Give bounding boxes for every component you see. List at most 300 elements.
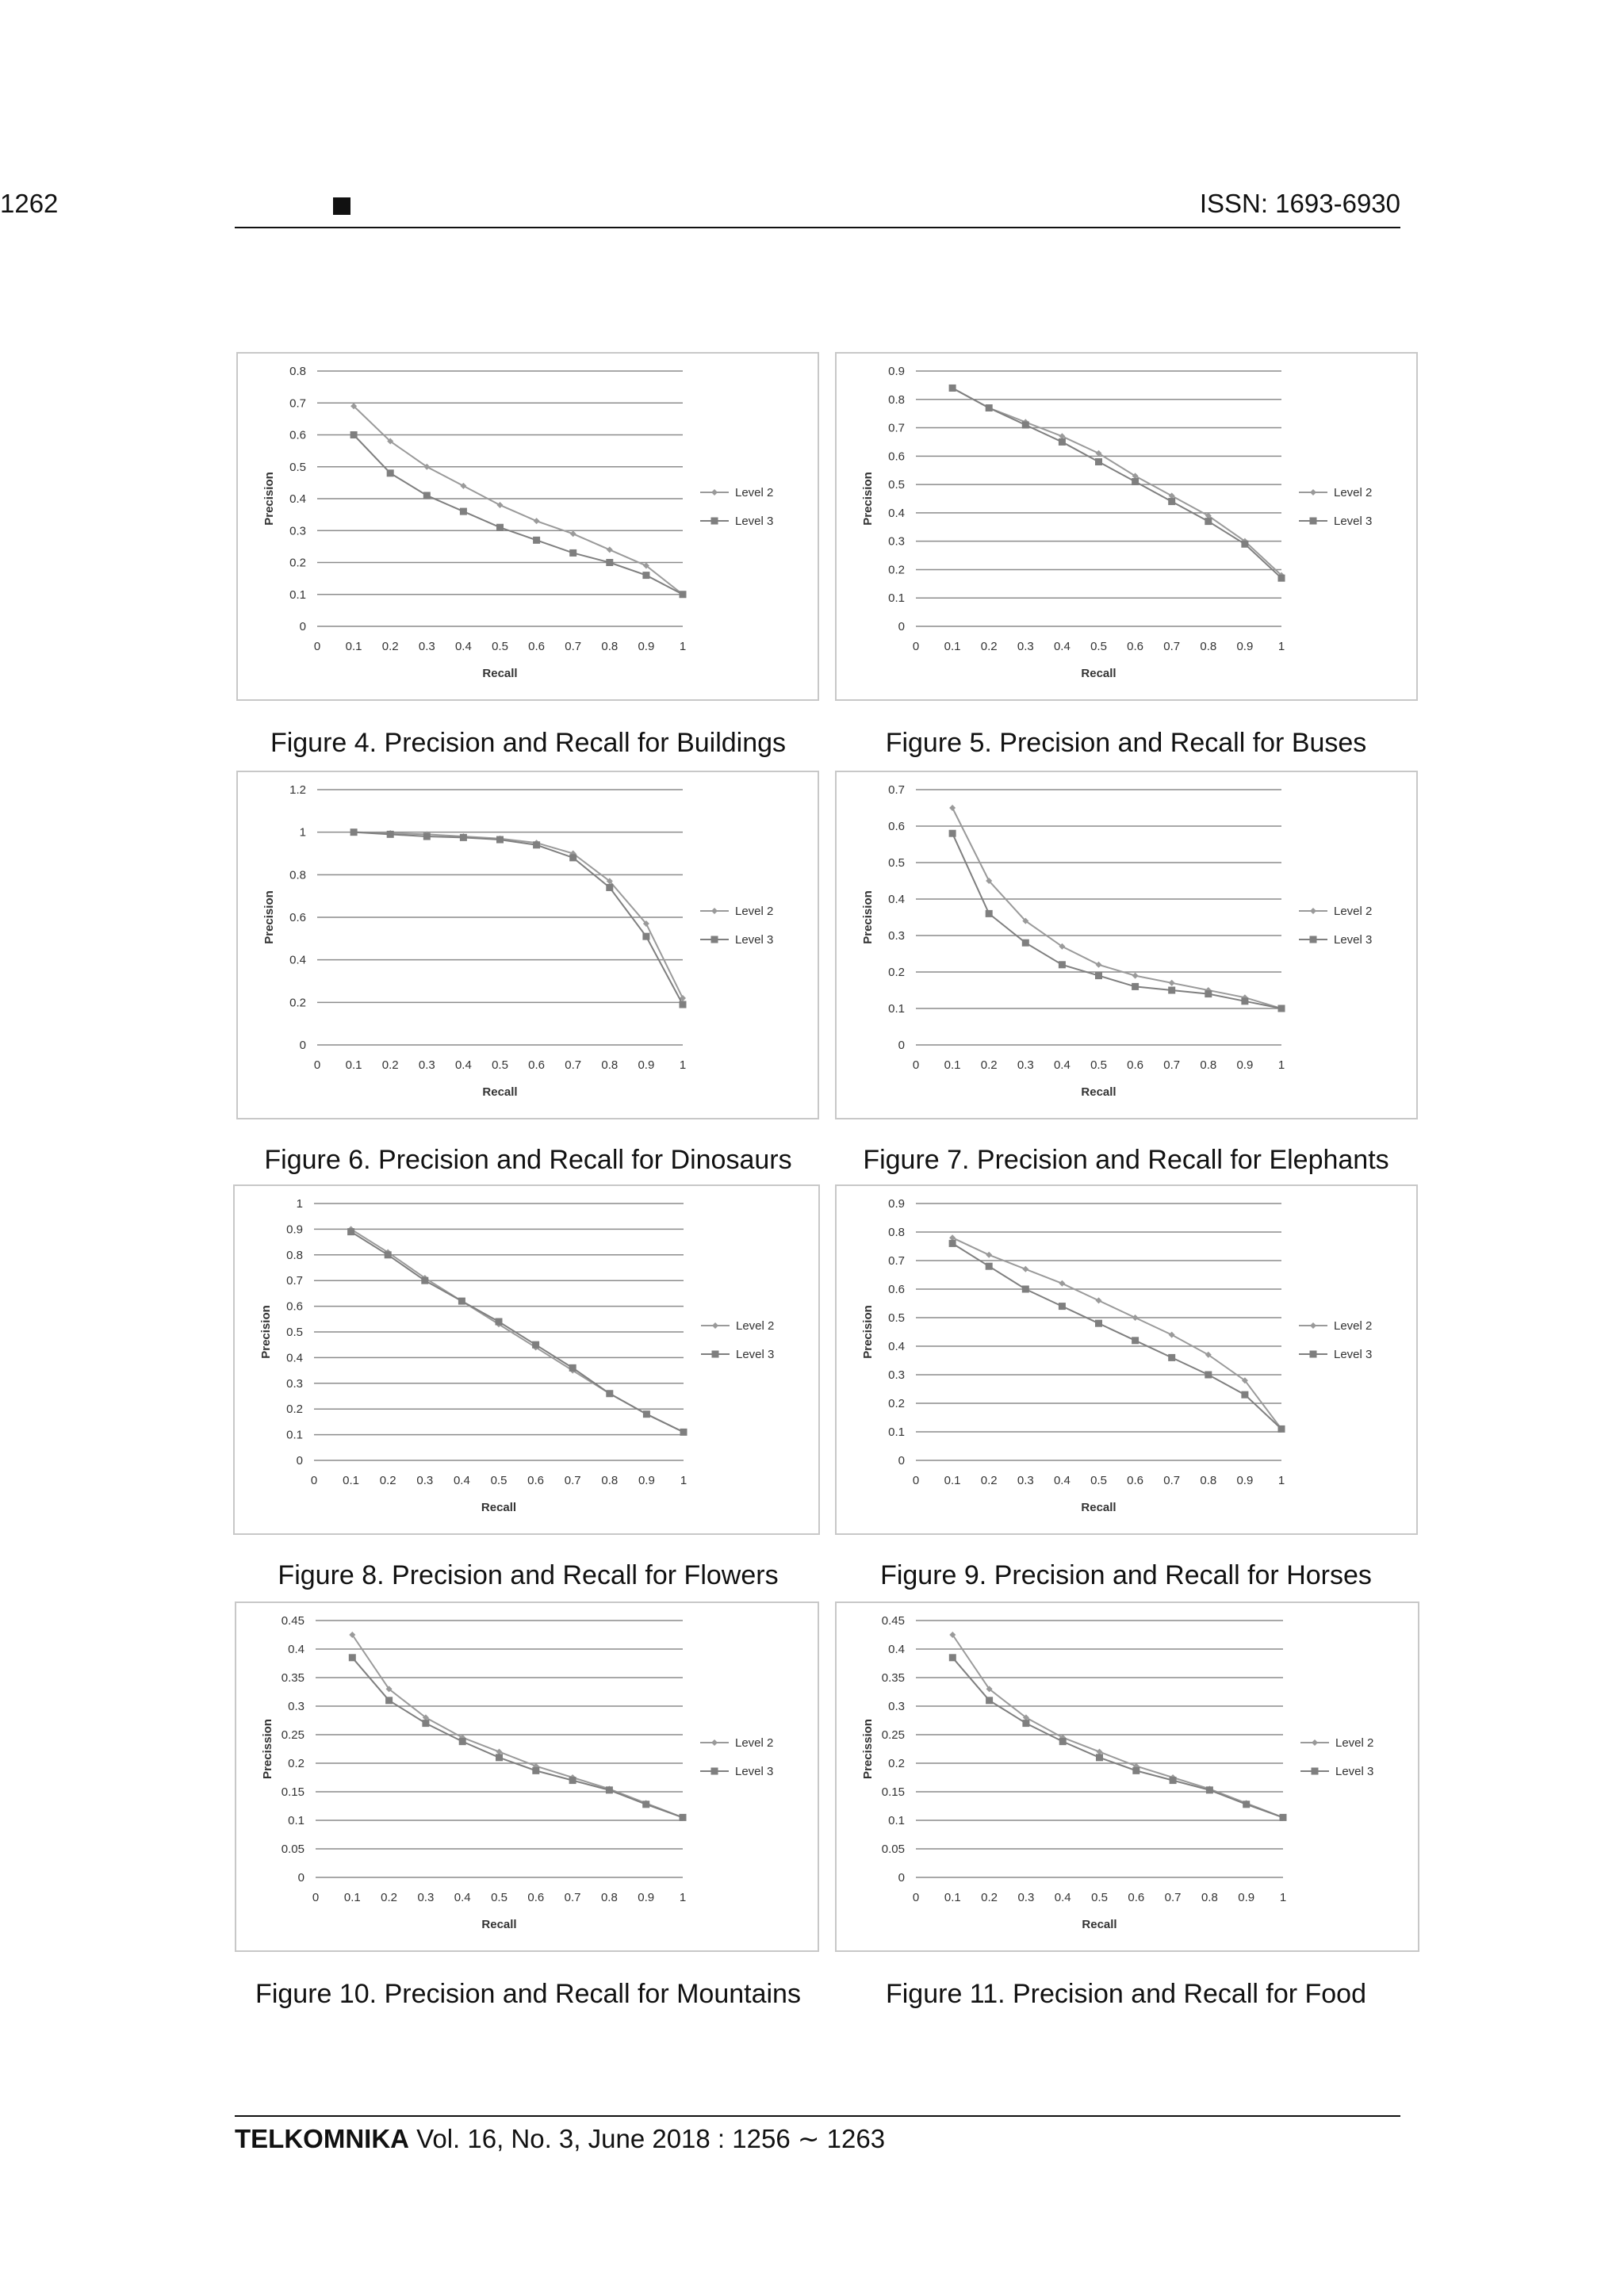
y-tick-label: 0.8 bbox=[289, 868, 306, 882]
y-tick-label: 0.3 bbox=[286, 1376, 303, 1391]
series-line-2 bbox=[952, 1238, 1281, 1429]
y-tick-label: 0 bbox=[297, 1871, 304, 1885]
x-tick-label: 0.2 bbox=[381, 1058, 399, 1072]
x-tick-label: 0.7 bbox=[565, 640, 582, 653]
y-tick-label: 0.7 bbox=[286, 1274, 303, 1288]
x-tick-label: 0.9 bbox=[1236, 1058, 1254, 1072]
y-tick-label: 0.3 bbox=[888, 929, 905, 943]
x-tick-label: 0.1 bbox=[944, 1058, 961, 1072]
data-point-level-3 bbox=[349, 1654, 356, 1661]
chart-svg bbox=[837, 1186, 1416, 1533]
y-tick-label: 0.2 bbox=[289, 996, 306, 1010]
data-point-level-3 bbox=[606, 559, 613, 566]
data-point-level-3 bbox=[460, 508, 467, 515]
chart-svg bbox=[236, 1603, 818, 1950]
x-tick-label: 0.8 bbox=[601, 1058, 619, 1072]
x-tick-label: 0.4 bbox=[1053, 1058, 1071, 1072]
x-tick-label: 0.6 bbox=[1127, 1058, 1144, 1072]
x-tick-label: 0.1 bbox=[944, 640, 961, 653]
data-point-level-3 bbox=[460, 834, 467, 841]
x-tick-label: 0.3 bbox=[1017, 1891, 1035, 1904]
x-tick-label: 0.7 bbox=[565, 1058, 582, 1072]
y-tick-label: 0.6 bbox=[888, 820, 905, 833]
data-point-level-3 bbox=[1168, 1354, 1175, 1361]
y-tick-label: 0.2 bbox=[888, 1397, 905, 1410]
legend-marker bbox=[1310, 518, 1317, 525]
legend-marker bbox=[712, 1351, 719, 1358]
y-tick-label: 0.8 bbox=[888, 1226, 905, 1239]
data-point-level-3 bbox=[1243, 1800, 1250, 1808]
footer-citation: Vol. 16, No. 3, June 2018 : 1256 ∼ 1263 bbox=[408, 2124, 886, 2153]
data-point-level-3 bbox=[1241, 1391, 1248, 1399]
x-tick-label: 0.1 bbox=[944, 1474, 961, 1487]
series-line-2 bbox=[952, 808, 1281, 1008]
x-tick-label: 0.4 bbox=[1053, 1474, 1071, 1487]
x-tick-label: 0.5 bbox=[1091, 1891, 1108, 1904]
data-point-level-3 bbox=[1280, 1814, 1287, 1821]
legend-label: Level 3 bbox=[735, 515, 774, 528]
legend-marker bbox=[1312, 1768, 1319, 1775]
data-point-level-3 bbox=[496, 836, 504, 844]
data-point-level-2 bbox=[1132, 1314, 1139, 1321]
legend-marker bbox=[711, 1768, 718, 1775]
series-line-2 bbox=[952, 1635, 1283, 1817]
y-tick-label: 0.6 bbox=[289, 911, 306, 924]
chart-svg bbox=[837, 354, 1416, 699]
x-tick-label: 0.9 bbox=[638, 640, 655, 653]
x-tick-label: 0.6 bbox=[1127, 1474, 1144, 1487]
figure-10-chart bbox=[235, 1601, 819, 1952]
page-number: 1262 bbox=[0, 189, 59, 218]
x-tick-label: 0.2 bbox=[980, 1474, 998, 1487]
x-tick-label: 0.2 bbox=[980, 1058, 998, 1072]
data-point-level-2 bbox=[949, 805, 956, 811]
figure-8-caption: Figure 8. Precision and Recall for Flowers bbox=[278, 1560, 779, 1590]
data-point-level-3 bbox=[1132, 1767, 1139, 1774]
legend-label: Level 3 bbox=[1335, 1765, 1374, 1778]
data-point-level-3 bbox=[680, 1001, 687, 1008]
x-tick-label: 0.4 bbox=[453, 1474, 470, 1487]
legend-label: Level 3 bbox=[1334, 933, 1373, 947]
y-axis-label: Precission bbox=[261, 1719, 274, 1779]
data-point-level-3 bbox=[569, 854, 576, 861]
data-point-level-3 bbox=[986, 1263, 993, 1270]
y-tick-label: 0.7 bbox=[888, 783, 905, 797]
y-tick-label: 0.2 bbox=[888, 1757, 905, 1770]
y-axis-label: Precission bbox=[861, 1719, 875, 1779]
data-point-level-3 bbox=[1022, 1286, 1029, 1293]
x-tick-label: 0.3 bbox=[418, 1058, 435, 1072]
legend-label: Level 2 bbox=[1335, 1736, 1374, 1750]
y-tick-label: 0.1 bbox=[888, 591, 905, 606]
x-tick-label: 0.2 bbox=[381, 640, 399, 653]
x-tick-label: 0.3 bbox=[416, 1474, 434, 1487]
x-tick-label: 1 bbox=[1279, 1891, 1287, 1904]
data-point-level-3 bbox=[347, 1228, 354, 1235]
y-tick-label: 0.6 bbox=[888, 450, 905, 464]
series-line-3 bbox=[952, 1658, 1283, 1818]
y-tick-label: 0.9 bbox=[888, 1197, 905, 1211]
y-tick-label: 0 bbox=[898, 1871, 905, 1885]
x-tick-label: 0.1 bbox=[345, 640, 362, 653]
x-tick-label: 0.9 bbox=[638, 1891, 655, 1904]
y-tick-label: 0.7 bbox=[289, 396, 306, 411]
data-point-level-2 bbox=[534, 518, 540, 524]
x-tick-label: 0.8 bbox=[1200, 640, 1217, 653]
data-point-level-3 bbox=[422, 1720, 429, 1727]
y-tick-label: 0.4 bbox=[888, 1340, 905, 1353]
legend-label: Level 3 bbox=[736, 1348, 775, 1361]
data-point-level-3 bbox=[421, 1277, 428, 1284]
y-tick-label: 0.4 bbox=[286, 1351, 303, 1365]
y-axis-label: Precision bbox=[861, 1305, 875, 1359]
data-point-level-3 bbox=[986, 1697, 993, 1704]
data-point-level-3 bbox=[606, 1786, 613, 1793]
x-tick-label: 0.9 bbox=[638, 1474, 655, 1487]
data-point-level-3 bbox=[1095, 972, 1102, 979]
y-tick-label: 0.3 bbox=[289, 524, 306, 538]
x-tick-label: 0.6 bbox=[527, 1891, 545, 1904]
y-tick-label: 0.45 bbox=[281, 1614, 304, 1628]
data-point-level-3 bbox=[1205, 990, 1212, 997]
y-tick-label: 0.1 bbox=[289, 587, 306, 602]
x-axis-label: Recall bbox=[1081, 1501, 1116, 1514]
x-axis-label: Recall bbox=[481, 1501, 517, 1514]
footer-journal: TELKOMNIKA bbox=[235, 2124, 409, 2153]
y-tick-label: 0.1 bbox=[888, 1002, 905, 1016]
data-point-level-3 bbox=[1096, 1754, 1103, 1761]
y-tick-label: 0.25 bbox=[881, 1728, 905, 1742]
data-point-level-2 bbox=[1169, 1332, 1175, 1338]
y-tick-label: 0.1 bbox=[888, 1814, 905, 1827]
data-point-level-3 bbox=[532, 1341, 539, 1349]
data-point-level-3 bbox=[1241, 541, 1248, 548]
x-tick-label: 0.3 bbox=[1017, 640, 1034, 653]
data-point-level-2 bbox=[986, 1252, 992, 1258]
legend-marker bbox=[711, 936, 718, 943]
legend-marker bbox=[711, 1739, 718, 1746]
footer-rule bbox=[235, 2115, 1400, 2117]
figure-7-chart bbox=[835, 771, 1418, 1119]
x-tick-label: 0.6 bbox=[528, 1058, 546, 1072]
data-point-level-3 bbox=[680, 1429, 688, 1436]
series-line-2 bbox=[351, 1229, 684, 1432]
y-tick-label: 0.4 bbox=[288, 1643, 304, 1656]
figure-8-chart bbox=[233, 1184, 820, 1535]
x-axis-label: Recall bbox=[482, 667, 518, 680]
x-tick-label: 0.2 bbox=[379, 1474, 396, 1487]
data-point-level-3 bbox=[533, 537, 540, 544]
series-line-2 bbox=[352, 1635, 683, 1817]
x-tick-label: 0 bbox=[313, 1058, 321, 1072]
data-point-level-3 bbox=[680, 591, 687, 598]
data-point-level-3 bbox=[1278, 1425, 1285, 1433]
y-tick-label: 0.15 bbox=[281, 1785, 304, 1799]
data-point-level-3 bbox=[606, 884, 613, 891]
legend-label: Level 3 bbox=[1334, 1348, 1373, 1361]
series-line-3 bbox=[952, 833, 1281, 1008]
data-point-level-3 bbox=[350, 828, 358, 836]
x-tick-label: 0.6 bbox=[1128, 1891, 1145, 1904]
data-point-level-3 bbox=[680, 1814, 687, 1821]
chart-svg bbox=[235, 1186, 818, 1533]
x-tick-label: 0 bbox=[912, 1474, 920, 1487]
data-point-level-3 bbox=[385, 1251, 392, 1258]
data-point-level-3 bbox=[642, 1800, 649, 1808]
data-point-level-2 bbox=[497, 502, 504, 508]
data-point-level-3 bbox=[385, 1697, 393, 1704]
y-tick-label: 0.4 bbox=[888, 893, 905, 906]
y-tick-label: 0.2 bbox=[288, 1757, 304, 1770]
data-point-level-3 bbox=[949, 1654, 956, 1661]
data-point-level-3 bbox=[458, 1298, 465, 1305]
y-tick-label: 0.3 bbox=[888, 1700, 905, 1713]
y-tick-label: 0.7 bbox=[888, 1254, 905, 1268]
header-square-mark bbox=[333, 197, 350, 215]
series-line-3 bbox=[952, 388, 1281, 578]
x-tick-label: 0.7 bbox=[1163, 640, 1181, 653]
x-tick-label: 0.7 bbox=[1163, 1474, 1181, 1487]
y-tick-label: 1.2 bbox=[289, 783, 306, 797]
y-tick-label: 0.35 bbox=[881, 1671, 905, 1685]
y-tick-label: 0.5 bbox=[888, 478, 905, 492]
data-point-level-3 bbox=[1205, 1372, 1212, 1379]
data-point-level-3 bbox=[423, 492, 431, 499]
x-tick-label: 0.9 bbox=[638, 1058, 655, 1072]
y-tick-label: 0.05 bbox=[881, 1843, 905, 1856]
y-axis-label: Precision bbox=[262, 472, 276, 526]
x-tick-label: 0.3 bbox=[1017, 1058, 1034, 1072]
legend-marker bbox=[1310, 908, 1316, 914]
data-point-level-2 bbox=[1096, 962, 1102, 968]
data-point-level-3 bbox=[606, 1390, 613, 1397]
figure-7-caption: Figure 7. Precision and Recall for Elephants bbox=[863, 1145, 1389, 1175]
data-point-level-3 bbox=[423, 833, 431, 840]
data-point-level-3 bbox=[1278, 575, 1285, 582]
data-point-level-3 bbox=[1022, 421, 1029, 428]
y-tick-label: 0.45 bbox=[881, 1614, 905, 1628]
legend-label: Level 3 bbox=[735, 1765, 774, 1778]
x-tick-label: 0.2 bbox=[981, 1891, 998, 1904]
data-point-level-2 bbox=[1132, 973, 1139, 979]
y-tick-label: 1 bbox=[299, 825, 306, 840]
y-tick-label: 0 bbox=[898, 620, 905, 633]
x-tick-label: 0.1 bbox=[343, 1891, 361, 1904]
x-tick-label: 0.3 bbox=[418, 640, 435, 653]
y-tick-label: 0.8 bbox=[286, 1248, 303, 1262]
x-tick-label: 0.3 bbox=[1017, 1474, 1034, 1487]
figure-11-chart bbox=[835, 1601, 1419, 1952]
legend-marker bbox=[711, 518, 718, 525]
x-tick-label: 0.3 bbox=[417, 1891, 435, 1904]
x-tick-label: 0 bbox=[313, 640, 321, 653]
legend-marker bbox=[1310, 936, 1317, 943]
y-tick-label: 0 bbox=[898, 1039, 905, 1052]
data-point-level-3 bbox=[1132, 478, 1139, 485]
figure-6-chart bbox=[236, 771, 819, 1119]
data-point-level-2 bbox=[1059, 1280, 1065, 1287]
legend-marker bbox=[1310, 489, 1316, 496]
x-axis-label: Recall bbox=[482, 1085, 518, 1099]
legend-label: Level 2 bbox=[1334, 905, 1373, 918]
data-point-level-2 bbox=[607, 546, 613, 553]
chart-svg bbox=[238, 354, 818, 699]
figure-5-caption: Figure 5. Precision and Recall for Buses bbox=[885, 728, 1367, 758]
x-tick-label: 1 bbox=[679, 1058, 687, 1072]
header-rule bbox=[235, 227, 1400, 228]
x-tick-label: 0 bbox=[912, 1058, 920, 1072]
x-tick-label: 0.6 bbox=[528, 640, 546, 653]
x-tick-label: 0.7 bbox=[564, 1891, 581, 1904]
data-point-level-3 bbox=[496, 524, 504, 531]
y-axis-label: Precision bbox=[262, 890, 276, 944]
data-point-level-3 bbox=[1170, 1777, 1177, 1784]
y-tick-label: 0 bbox=[898, 1454, 905, 1468]
y-tick-label: 0.15 bbox=[881, 1785, 905, 1799]
series-line-2 bbox=[354, 832, 683, 998]
y-tick-label: 0.6 bbox=[888, 1283, 905, 1296]
y-tick-label: 0.6 bbox=[289, 428, 306, 442]
footer bbox=[235, 2123, 885, 2154]
y-tick-label: 0.05 bbox=[281, 1843, 304, 1856]
x-axis-label: Recall bbox=[1081, 667, 1116, 680]
legend-marker bbox=[1310, 1351, 1317, 1358]
x-axis-label: Recall bbox=[1082, 1918, 1117, 1931]
x-axis-label: Recall bbox=[1081, 1085, 1116, 1099]
legend-label: Level 2 bbox=[1334, 1319, 1373, 1333]
y-tick-label: 0.2 bbox=[286, 1402, 303, 1417]
legend-label: Level 3 bbox=[735, 933, 774, 947]
data-point-level-3 bbox=[569, 1364, 576, 1372]
x-tick-label: 0.5 bbox=[490, 1474, 508, 1487]
x-tick-label: 0 bbox=[912, 1891, 920, 1904]
figure-11-caption: Figure 11. Precision and Recall for Food bbox=[885, 1979, 1366, 2009]
x-tick-label: 1 bbox=[1277, 640, 1285, 653]
y-tick-label: 0.8 bbox=[289, 365, 306, 378]
x-tick-label: 0.6 bbox=[1127, 640, 1144, 653]
x-tick-label: 1 bbox=[1277, 1474, 1285, 1487]
y-tick-label: 0.1 bbox=[286, 1428, 303, 1442]
x-tick-label: 0 bbox=[912, 640, 920, 653]
y-tick-label: 0.2 bbox=[888, 966, 905, 979]
y-tick-label: 0.6 bbox=[286, 1299, 303, 1314]
y-tick-label: 0.3 bbox=[888, 534, 905, 549]
data-point-level-3 bbox=[569, 549, 576, 557]
data-point-level-2 bbox=[1169, 980, 1175, 986]
chart-svg bbox=[837, 1603, 1418, 1950]
data-point-level-2 bbox=[1022, 1266, 1028, 1272]
y-tick-label: 0.4 bbox=[289, 492, 306, 506]
x-tick-label: 0.2 bbox=[381, 1891, 398, 1904]
legend-marker bbox=[711, 908, 718, 914]
y-tick-label: 0.4 bbox=[888, 506, 905, 520]
data-point-level-3 bbox=[643, 1410, 650, 1418]
data-point-level-3 bbox=[569, 1777, 576, 1784]
data-point-level-3 bbox=[533, 841, 540, 848]
y-tick-label: 0 bbox=[299, 620, 306, 633]
data-point-level-3 bbox=[532, 1767, 539, 1774]
chart-svg bbox=[837, 772, 1416, 1118]
y-tick-label: 0.35 bbox=[281, 1671, 304, 1685]
x-tick-label: 0.8 bbox=[1200, 1058, 1217, 1072]
y-tick-label: 0.5 bbox=[289, 460, 306, 474]
x-tick-label: 0.8 bbox=[1201, 1891, 1218, 1904]
data-point-level-2 bbox=[460, 483, 466, 489]
x-tick-label: 0.4 bbox=[454, 1058, 472, 1072]
data-point-level-3 bbox=[1132, 983, 1139, 990]
x-tick-label: 0.8 bbox=[601, 1474, 619, 1487]
x-tick-label: 0.5 bbox=[491, 1891, 508, 1904]
figure-4-chart bbox=[236, 352, 819, 701]
y-tick-label: 0.25 bbox=[281, 1728, 304, 1742]
x-tick-label: 0.8 bbox=[600, 1891, 618, 1904]
y-tick-label: 0.5 bbox=[888, 856, 905, 870]
data-point-level-2 bbox=[1096, 1297, 1102, 1303]
x-tick-label: 0.7 bbox=[1163, 1058, 1181, 1072]
x-tick-label: 0.4 bbox=[1053, 640, 1071, 653]
data-point-level-3 bbox=[1241, 997, 1248, 1004]
data-point-level-3 bbox=[949, 1240, 956, 1247]
x-tick-label: 0 bbox=[312, 1891, 320, 1904]
data-point-level-3 bbox=[1059, 1303, 1066, 1310]
issn: ISSN: 1693-6930 bbox=[1199, 189, 1400, 218]
figure-6-caption: Figure 6. Precision and Recall for Dinosaurs bbox=[264, 1145, 792, 1175]
legend-label: Level 2 bbox=[735, 905, 774, 918]
y-tick-label: 0.3 bbox=[288, 1700, 304, 1713]
y-tick-label: 0.3 bbox=[888, 1368, 905, 1382]
x-tick-label: 0.9 bbox=[1236, 640, 1254, 653]
data-point-level-3 bbox=[1059, 961, 1066, 968]
data-point-level-3 bbox=[350, 431, 358, 438]
y-tick-label: 0.7 bbox=[888, 421, 905, 435]
legend-label: Level 2 bbox=[735, 1736, 774, 1750]
y-tick-label: 1 bbox=[296, 1197, 303, 1211]
x-tick-label: 0.5 bbox=[1090, 1474, 1107, 1487]
y-tick-label: 0 bbox=[299, 1039, 306, 1052]
data-point-level-3 bbox=[949, 385, 956, 392]
figure-9-chart bbox=[835, 1184, 1418, 1535]
x-tick-label: 0.4 bbox=[454, 640, 472, 653]
series-line-3 bbox=[352, 1658, 683, 1818]
series-line-3 bbox=[952, 1243, 1281, 1429]
legend-marker bbox=[1310, 1322, 1316, 1329]
y-tick-label: 0.5 bbox=[888, 1311, 905, 1325]
figure-4-caption: Figure 4. Precision and Recall for Buildings bbox=[270, 728, 787, 758]
y-tick-label: 0.1 bbox=[888, 1425, 905, 1439]
x-tick-label: 0.4 bbox=[1054, 1891, 1071, 1904]
x-tick-label: 0.1 bbox=[343, 1474, 360, 1487]
x-tick-label: 0.4 bbox=[454, 1891, 471, 1904]
data-point-level-3 bbox=[1022, 939, 1029, 947]
data-point-level-3 bbox=[1095, 458, 1102, 465]
data-point-level-3 bbox=[1059, 438, 1066, 446]
series-line-3 bbox=[354, 435, 683, 595]
legend-label: Level 2 bbox=[1334, 486, 1373, 499]
data-point-level-2 bbox=[570, 530, 576, 537]
y-tick-label: 0.1 bbox=[288, 1814, 304, 1827]
data-point-level-3 bbox=[1168, 498, 1175, 505]
data-point-level-3 bbox=[496, 1754, 503, 1761]
data-point-level-3 bbox=[949, 830, 956, 837]
x-axis-label: Recall bbox=[481, 1918, 517, 1931]
series-line-3 bbox=[354, 832, 683, 1004]
x-tick-label: 0.2 bbox=[980, 640, 998, 653]
y-tick-label: 0.8 bbox=[888, 392, 905, 407]
y-tick-label: 0.9 bbox=[286, 1223, 303, 1237]
data-point-level-3 bbox=[1168, 987, 1175, 994]
y-tick-label: 0 bbox=[296, 1454, 303, 1468]
data-point-level-3 bbox=[459, 1738, 466, 1745]
